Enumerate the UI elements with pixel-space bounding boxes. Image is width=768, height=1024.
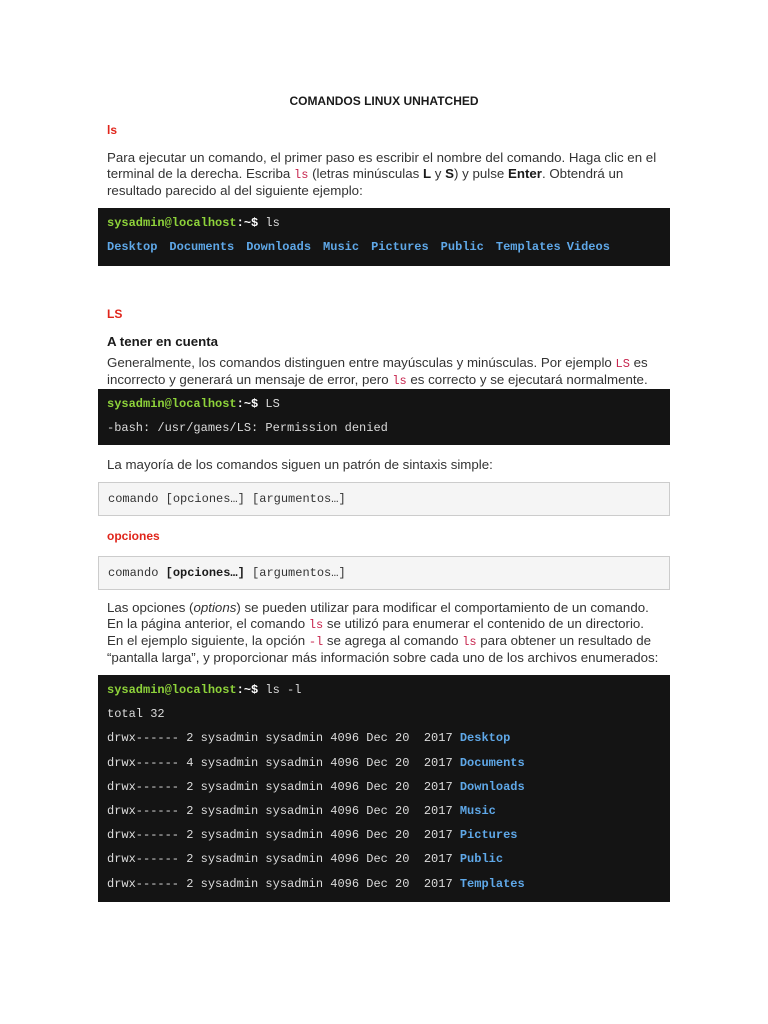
text-fragment: se utilizó para enumerar el contenido de un directorio. En el ejemplo siguiente, la opción — [107, 616, 645, 648]
dir-public: Public — [440, 240, 484, 255]
text-fragment: para obtener un resultado de “pantalla larga”, y proporcionar más información sobre cada uno de los archivos enumerados: — [107, 633, 659, 665]
text-fragment: ) y pulse — [454, 166, 508, 181]
terminal-LS — [98, 389, 670, 445]
listing-meta: drwx------ 2 sysadmin sysadmin 4096 Dec 20 2017 — [107, 876, 460, 891]
prompt-symbol: :~$ — [236, 683, 259, 697]
listing-meta: drwx------ 2 sysadmin sysadmin 4096 Dec 20 2017 — [107, 779, 460, 794]
listing-meta: drwx------ 2 sysadmin sysadmin 4096 Dec 20 2017 — [107, 828, 460, 843]
listing-meta: drwx------ 2 sysadmin sysadmin 4096 Dec 20 2017 — [107, 803, 460, 818]
inline-code-ls: ls — [462, 635, 477, 649]
syntax-command: comando — [108, 566, 159, 580]
listing-dir-name: Documents — [459, 755, 525, 770]
prompt-symbol: :~$ — [236, 216, 259, 230]
prompt-user: sysadmin@localhost — [107, 683, 237, 697]
syntax-options: [opciones…] — [165, 492, 245, 506]
letter-s: S — [445, 166, 454, 181]
ls-intro-paragraph — [107, 150, 663, 199]
prompt-user: sysadmin@localhost — [107, 216, 237, 230]
dir-videos: Videos — [566, 240, 610, 255]
inline-code-ls: ls — [308, 618, 324, 632]
section-heading-ls: ls — [107, 123, 118, 137]
listing-row — [107, 729, 661, 753]
page-title: COMANDOS LINUX UNHATCHED — [289, 94, 479, 108]
text-fragment: (letras minúsculas — [308, 166, 423, 181]
options-word: options — [193, 600, 237, 615]
dir-pictures: Pictures — [371, 240, 429, 255]
syntax-arguments: [argumentos…] — [252, 566, 346, 580]
inline-code-l-option: -l — [308, 635, 324, 649]
inline-code-LS: LS — [615, 357, 630, 371]
syntax-arguments: [argumentos…] — [252, 492, 346, 506]
terminal-output: -bash: /usr/games/LS: Permission denied — [107, 421, 388, 436]
syntax-command: comando — [108, 492, 159, 506]
dir-music: Music — [323, 240, 360, 255]
terminal-command: ls — [258, 216, 280, 230]
terminal-ls-l — [98, 675, 670, 902]
prompt-symbol: :~$ — [236, 397, 259, 411]
listing-dir-name: Pictures — [459, 828, 518, 843]
syntax-intro: La mayoría de los comandos siguen un patrón de sintaxis simple: — [107, 457, 493, 472]
note-heading: A tener en cuenta — [107, 334, 219, 349]
section-heading-LS: LS — [107, 307, 123, 321]
text-fragment: y — [431, 166, 446, 181]
dir-downloads: Downloads — [246, 240, 312, 255]
terminal-ls — [98, 208, 670, 266]
dir-desktop: Desktop — [107, 240, 158, 255]
text-fragment: Generalmente, los comandos distinguen entre mayúsculas y minúsculas. Por ejemplo — [107, 355, 616, 370]
dir-documents: Documents — [169, 240, 235, 255]
terminal-dir-list — [107, 238, 661, 262]
terminal-command: LS — [258, 397, 280, 411]
terminal-prompt-line — [107, 395, 661, 419]
terminal-command: ls -l — [258, 683, 302, 697]
listing-row — [107, 875, 661, 899]
syntax-box-options-highlight — [98, 556, 670, 590]
terminal-prompt-line — [107, 214, 661, 238]
text-fragment: es correcto y se ejecutará normalmente. — [406, 372, 648, 387]
options-paragraph — [107, 600, 663, 666]
inline-code-ls: ls — [392, 374, 407, 388]
listing-dir-name: Downloads — [459, 779, 525, 794]
listing-dir-name: Music — [459, 803, 496, 818]
listing-dir-name: Templates — [459, 876, 525, 891]
text-fragment: ) se pueden utilizar para modificar el comportamiento de un comando. En la página anterior, el comando — [107, 600, 649, 631]
syntax-box — [98, 482, 670, 516]
listing-row — [107, 850, 661, 874]
listing-meta: drwx------ 2 sysadmin sysadmin 4096 Dec 20 2017 — [107, 852, 460, 867]
prompt-user: sysadmin@localhost — [107, 397, 237, 411]
terminal-total: total 32 — [107, 707, 165, 722]
text-fragment: Las opciones ( — [107, 600, 194, 615]
letter-l: L — [422, 166, 432, 181]
text-fragment: Para ejecutar un comando, el primer paso es escribir el nombre del comando. Haga clic en el terminal de la derecha. Escriba — [107, 150, 657, 181]
listing-row — [107, 778, 661, 802]
listing-meta: drwx------ 4 sysadmin sysadmin 4096 Dec 20 2017 — [107, 755, 460, 770]
inline-code-ls: ls — [294, 168, 309, 182]
syntax-options-bold: [opciones…] — [165, 566, 245, 580]
case-sensitivity-paragraph — [107, 355, 663, 389]
listing-meta: drwx------ 2 sysadmin sysadmin 4096 Dec 20 2017 — [107, 731, 460, 746]
listing-row — [107, 754, 661, 778]
enter-key-text: Enter — [507, 166, 542, 181]
terminal-prompt-line — [107, 681, 661, 705]
dir-templates: Templates — [495, 240, 561, 255]
text-fragment: es incorrecto y generará un mensaje de error, pero — [107, 355, 648, 387]
listing-dir-name: Desktop — [459, 731, 511, 746]
text-fragment: se agrega al comando — [323, 633, 463, 648]
section-heading-opciones: opciones — [107, 529, 160, 543]
listing-row — [107, 802, 661, 826]
listing-dir-name: Public — [459, 852, 504, 867]
listing-row — [107, 826, 661, 850]
text-fragment: . Obtendrá un resultado parecido al del siguiente ejemplo: — [107, 166, 624, 198]
